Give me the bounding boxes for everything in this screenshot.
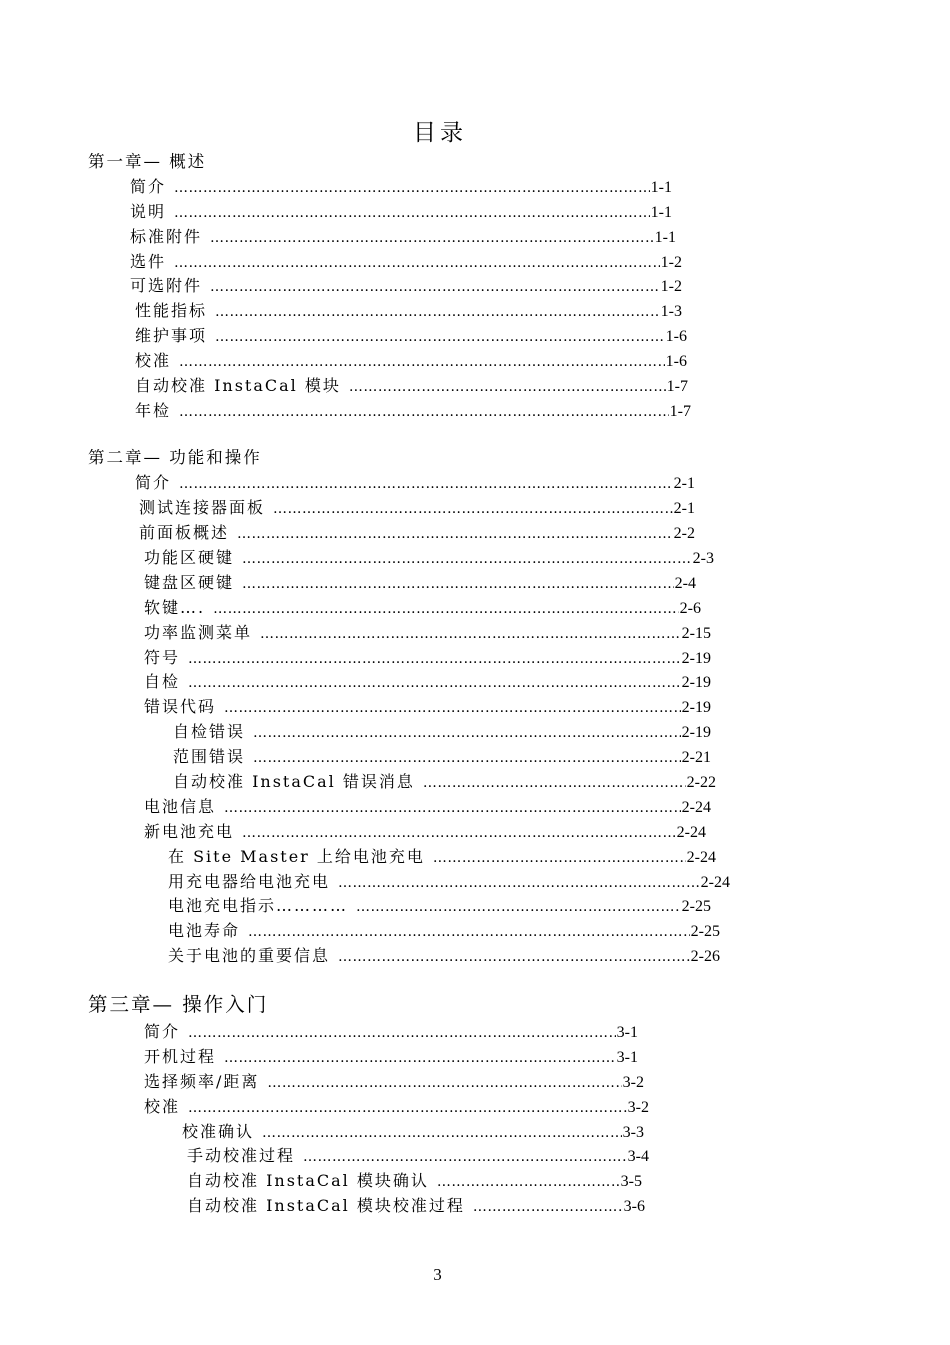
entry-label: 电池充电指示………… — [168, 896, 349, 915]
entry-label: 新电池充电 — [144, 822, 235, 841]
entry-page: 2-24 — [700, 874, 730, 891]
entry-page: 2-2 — [673, 525, 695, 542]
entry-label: 校准 — [135, 351, 172, 370]
toc-entry — [139, 495, 695, 517]
entry-label: 选件 — [130, 252, 167, 271]
entry-label: 自动校准 InstaCal 模块 — [135, 376, 341, 395]
entry-page: 2-1 — [673, 500, 695, 517]
entry-label: 开机过程 — [144, 1047, 217, 1066]
entry-label: 手动校准过程 — [187, 1146, 296, 1165]
leader-dots — [188, 675, 681, 691]
entry-label: 标准附件 — [130, 227, 203, 246]
entry-page: 3-3 — [622, 1124, 644, 1141]
entry-page: 2-24 — [676, 824, 706, 841]
entry-page: 1-1 — [654, 229, 676, 246]
entry-label: 电池信息 — [144, 797, 217, 816]
toc-entry — [135, 323, 687, 345]
entry-page: 3-6 — [623, 1198, 645, 1215]
toc-entry — [144, 669, 711, 691]
toc-entry — [130, 224, 676, 246]
entry-label: 软键…. — [144, 598, 206, 617]
entry-label: 前面板概述 — [139, 523, 230, 542]
entry-page: 2-3 — [692, 550, 714, 567]
entry-page: 2-15 — [681, 625, 711, 642]
entry-page: 2-25 — [690, 923, 720, 940]
leader-dots — [188, 1100, 627, 1116]
entry-label: 校准 — [144, 1097, 181, 1116]
toc-entry — [135, 298, 682, 320]
entry-page: 2-4 — [674, 575, 696, 592]
entry-page: 2-19 — [681, 699, 711, 716]
leader-dots — [224, 1050, 616, 1066]
toc-entry — [168, 844, 716, 866]
toc-entry — [135, 373, 688, 395]
leader-dots — [242, 576, 674, 592]
entry-label: 符号 — [144, 648, 181, 667]
leader-dots — [188, 651, 681, 667]
toc-entry — [182, 1119, 644, 1141]
toc-entry — [144, 694, 711, 716]
entry-page: 3-1 — [616, 1024, 638, 1041]
entry-page: 2-6 — [679, 600, 701, 617]
toc-entry — [187, 1168, 642, 1190]
entry-page: 2-25 — [681, 898, 711, 915]
toc-entry — [144, 819, 706, 841]
page-number: 3 — [433, 1265, 442, 1284]
toc-entry — [168, 918, 720, 940]
toc-entry — [144, 620, 711, 642]
toc-entry — [144, 545, 714, 567]
leader-dots — [338, 949, 690, 965]
leader-dots — [242, 551, 692, 567]
leader-dots — [215, 329, 665, 345]
leader-dots — [188, 1025, 616, 1041]
chapter-heading: 第一章— 概述 — [88, 152, 207, 171]
toc-entry — [135, 348, 687, 370]
toc-entry — [173, 719, 711, 741]
leader-dots — [237, 526, 673, 542]
entry-page: 2-19 — [681, 674, 711, 691]
entry-label: 错误代码 — [144, 697, 217, 716]
entry-label: 可选附件 — [130, 276, 203, 295]
leader-dots — [349, 379, 666, 395]
toc-entry — [144, 1094, 649, 1116]
toc-entry — [144, 794, 711, 816]
toc-entry — [144, 570, 696, 592]
toc-entry — [168, 893, 711, 915]
leader-dots — [213, 601, 679, 617]
leader-dots — [248, 924, 690, 940]
entry-label: 关于电池的重要信息 — [168, 946, 331, 965]
leader-dots — [224, 800, 681, 816]
leader-dots — [437, 1174, 620, 1190]
entry-label: 测试连接器面板 — [139, 498, 266, 517]
leader-dots — [179, 404, 669, 420]
entry-label: 简介 — [135, 473, 172, 492]
leader-dots — [174, 180, 650, 196]
leader-dots — [174, 205, 650, 221]
entry-label: 在 Site Master 上给电池充电 — [168, 847, 425, 866]
entry-page: 1-7 — [669, 403, 691, 420]
entry-page: 2-26 — [690, 948, 720, 965]
entry-page: 1-2 — [660, 278, 682, 295]
entry-label: 自动校准 InstaCal 模块确认 — [187, 1171, 429, 1190]
entry-label: 简介 — [144, 1022, 181, 1041]
leader-dots — [179, 476, 673, 492]
entry-page: 3-4 — [627, 1148, 649, 1165]
leader-dots — [210, 279, 660, 295]
entry-label: 自检 — [144, 672, 181, 691]
entry-page: 3-2 — [627, 1099, 649, 1116]
leader-dots — [473, 1199, 623, 1215]
entry-label: 用充电器给电池充电 — [168, 872, 331, 891]
leader-dots — [224, 700, 681, 716]
leader-dots — [273, 501, 673, 517]
toc-entry — [144, 595, 701, 617]
entry-label: 自检错误 — [173, 722, 246, 741]
entry-label: 范围错误 — [173, 747, 246, 766]
leader-dots — [433, 850, 686, 866]
leader-dots — [338, 875, 700, 891]
leader-dots — [423, 775, 686, 791]
toc-entry — [144, 1069, 644, 1091]
entry-page: 2-19 — [681, 724, 711, 741]
toc-entry — [168, 943, 720, 965]
toc-entry — [173, 769, 716, 791]
toc-entry — [130, 273, 682, 295]
entry-page: 1-3 — [660, 303, 682, 320]
toc-entry — [173, 744, 711, 766]
entry-page: 2-19 — [681, 650, 711, 667]
entry-page: 2-24 — [681, 799, 711, 816]
leader-dots — [242, 825, 676, 841]
entry-label: 校准确认 — [182, 1122, 255, 1141]
toc-entry — [187, 1193, 645, 1215]
toc-entry — [135, 398, 691, 420]
entry-label: 年检 — [135, 401, 172, 420]
toc-entry — [130, 249, 682, 271]
entry-page: 3-1 — [616, 1049, 638, 1066]
chapter-heading: 第三章— 操作入门 — [88, 993, 269, 1016]
entry-label: 维护事项 — [135, 326, 208, 345]
toc-entry — [168, 869, 730, 891]
entry-page: 3-5 — [620, 1173, 642, 1190]
toc-entry — [130, 174, 672, 196]
entry-page: 2-22 — [686, 774, 716, 791]
leader-dots — [179, 354, 665, 370]
entry-label: 自动校准 InstaCal 错误消息 — [173, 772, 415, 791]
entry-page: 1-7 — [666, 378, 688, 395]
leader-dots — [303, 1149, 627, 1165]
entry-label: 功率监测菜单 — [144, 623, 253, 642]
entry-page: 1-2 — [660, 254, 682, 271]
entry-label: 简介 — [130, 177, 167, 196]
entry-page: 3-2 — [622, 1074, 644, 1091]
leader-dots — [253, 750, 681, 766]
leader-dots — [174, 255, 660, 271]
entry-label: 电池寿命 — [168, 921, 241, 940]
entry-page: 2-21 — [681, 749, 711, 766]
entry-label: 自动校准 InstaCal 模块校准过程 — [187, 1196, 465, 1215]
page-title: 目录 — [413, 120, 467, 146]
entry-label: 键盘区硬键 — [144, 573, 235, 592]
entry-page: 2-24 — [686, 849, 716, 866]
entry-page: 2-1 — [673, 475, 695, 492]
toc-entry — [144, 645, 711, 667]
leader-dots — [210, 230, 654, 246]
toc-entry — [187, 1143, 649, 1165]
toc-entry — [144, 1019, 638, 1041]
entry-label: 说明 — [130, 202, 167, 221]
entry-label: 功能区硬键 — [144, 548, 235, 567]
entry-page: 1-6 — [665, 353, 687, 370]
leader-dots — [253, 725, 681, 741]
toc-entry — [144, 1044, 638, 1066]
toc-entry — [139, 520, 695, 542]
chapter-heading: 第二章— 功能和操作 — [88, 448, 262, 467]
entry-label: 选择频率/距离 — [144, 1072, 260, 1091]
entry-page: 1-1 — [650, 204, 672, 221]
entry-page: 1-6 — [665, 328, 687, 345]
toc-entry — [135, 470, 695, 492]
entry-page: 1-1 — [650, 179, 672, 196]
leader-dots — [356, 899, 681, 915]
entry-label: 性能指标 — [135, 301, 208, 320]
leader-dots — [260, 626, 681, 642]
toc-entry — [130, 199, 672, 221]
leader-dots — [215, 304, 660, 320]
leader-dots — [267, 1075, 621, 1091]
leader-dots — [262, 1125, 622, 1141]
